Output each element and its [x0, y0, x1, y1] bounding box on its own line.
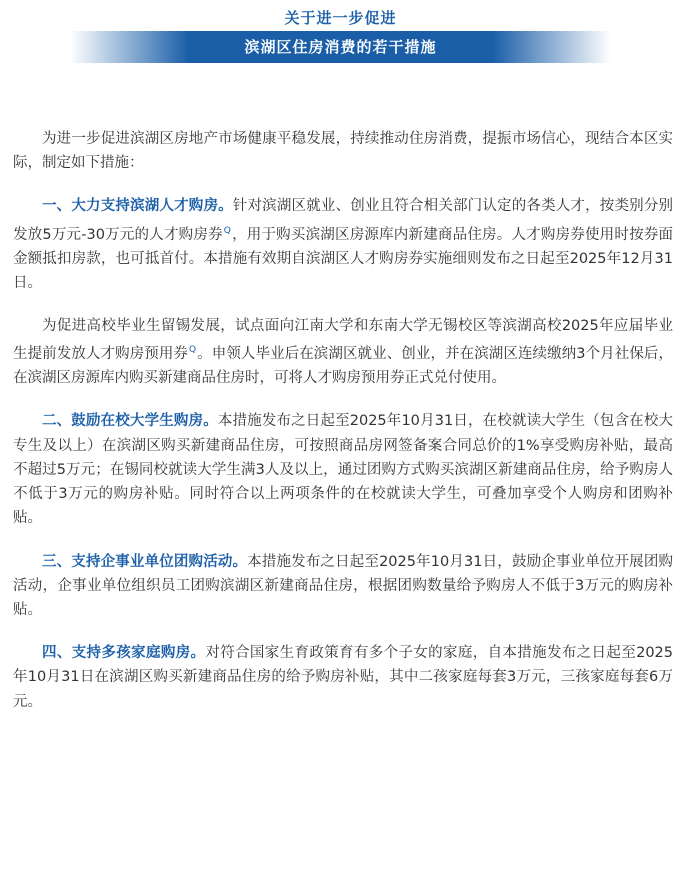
section-1-text-a: 针对滨湖区就业、创业且符合相关部门认定的各类人才，按类别分别发放5万元-30万元的人才购房券: [13, 198, 674, 243]
intro-paragraph: 为进一步促进滨湖区房地产市场健康平稳发展，持续推动住房消费，提振市场信心，现结合本区实际，制定如下措施：: [13, 131, 673, 172]
section-2-heading: 二、鼓励在校大学生购房。: [42, 413, 218, 430]
section-1-heading: 一、大力支持滨湖人才购房。: [42, 198, 233, 215]
section-4-paragraph: [13, 641, 673, 714]
section-2-paragraph: [13, 409, 673, 530]
search-icon[interactable]: Q: [223, 225, 231, 236]
section-1-paragraph: [13, 194, 673, 295]
section-1-text-b: ，用于购买滨湖区房源库内新建商品住房。人才购房券使用时按券面金额抵扣房款，也可抵首付。本措施有效期自滨湖区人才购房券实施细则发布之日起至2025年12月31日。: [13, 226, 673, 291]
search-icon[interactable]: Q: [188, 345, 197, 356]
title-banner: [70, 31, 611, 63]
title-line-1: 关于进一步促进: [284, 9, 397, 27]
article-body: [13, 127, 673, 733]
section-3-heading: 三、支持企事业单位团购活动。: [42, 553, 248, 570]
section-3-text: 本措施发布之日起至2025年10月31日，鼓励企事业单位开展团购活动，企事业单位组织员工团购滨湖区新建商品住房，根据团购数量给予购房人不低于3万元的购房补贴。: [13, 553, 673, 618]
section-4-text: 对符合国家生育政策育有多个子女的家庭，自本措施发布之日起至2025年10月31日在滨湖区购买新建商品住房的给予购房补贴，其中二孩家庭每套3万元，三孩家庭每套6万元。: [13, 645, 673, 710]
section-3-paragraph: [13, 550, 673, 623]
section-4-heading: 四、支持多孩家庭购房。: [42, 645, 206, 662]
graduate-paragraph: [13, 314, 673, 390]
graduate-text-a: 为促进高校毕业生留锡发展，试点面向江南大学和东南大学无锡校区等滨湖高校2025年应届毕业生提前发放人才购房预用券: [13, 318, 673, 363]
section-2-text: 本措施发布之日起至2025年10月31日，在校就读大学生（包含在校大专生及以上）在滨湖区购买新建商品住房，可按照商品房网签备案合同总价的1%享受购房补贴，最高不超过5万元；在锡同校就读大学生满3人及以上，通过团购方式购买滨湖区新建商品住房，给予购房人不低于3万元的购房补贴。同时符合以上两项条件的在校就读大学生，可叠加享受个人购房和团购补贴。: [13, 413, 673, 527]
graduate-text-b: 。申领人毕业后在滨湖区就业、创业，并在滨湖区连续缴纳3个月社保后，在滨湖区房源库内购买新建商品住房时，可将人才购房预用券正式兑付使用。: [13, 346, 673, 387]
title-line-2: 滨湖区住房消费的若干措施: [244, 38, 437, 56]
